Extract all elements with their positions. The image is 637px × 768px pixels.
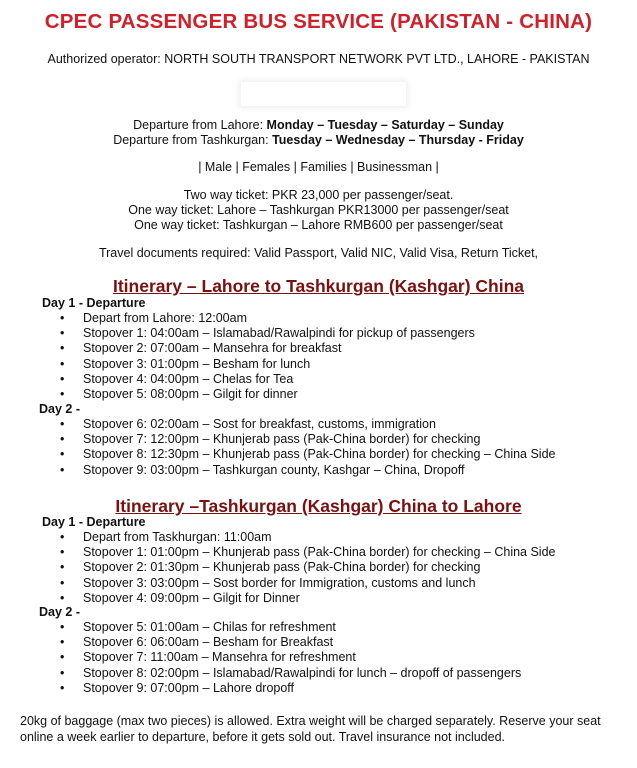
itinerary-heading-lahore-tashkurgan: Itinerary – Lahore to Tashkurgan (Kashgar) China — [112, 276, 524, 296]
itinerary1-day1-list — [60, 311, 475, 402]
operator-line: Authorized operator: NORTH SOUTH TRANSPORT NETWORK PVT LTD., LAHORE - PAKISTAN — [47, 52, 590, 66]
list-item: • Stopover 5: 08:00pm – Gilgit for dinner — [60, 387, 475, 402]
travel-documents: Travel documents required: Valid Passport, Valid NIC, Valid Visa, Return Ticket, — [98, 246, 539, 260]
ticket-prices — [0, 188, 637, 233]
departure-lahore-days: Monday – Tuesday – Saturday – Sunday — [266, 118, 504, 132]
blank-shadow-box — [241, 82, 406, 106]
list-item: • Depart from Lahore: 12:00am — [60, 311, 475, 326]
itinerary2-day2-label: Day 2 - — [39, 605, 80, 619]
list-item: • Stopover 6: 02:00am – Sost for breakfast, customs, immigration — [60, 417, 556, 432]
list-item: • Depart from Taskhurgan: 11:00am — [60, 530, 556, 545]
itinerary2-day1-list — [60, 530, 556, 606]
list-item: • Stopover 4: 04:00pm – Chelas for Tea — [60, 372, 475, 387]
list-item: • Stopover 8: 02:00pm – Islamabad/Rawalpindi for lunch – dropoff of passengers — [60, 666, 521, 681]
list-item: • Stopover 7: 11:00am – Mansehra for refreshment — [60, 650, 521, 665]
list-item: • Stopover 5: 01:00am – Chilas for refreshment — [60, 620, 521, 635]
itinerary-heading-tashkurgan-lahore: Itinerary –Tashkurgan (Kashgar) China to Lahore — [115, 496, 522, 516]
list-item: • Stopover 4: 09:00pm – Gilgit for Dinner — [60, 591, 556, 606]
list-item: • Stopover 6: 06:00am – Besham for Breakfast — [60, 635, 521, 650]
departure-tashkurgan — [0, 133, 637, 148]
ticket-one-way-lahore: One way ticket: Lahore – Tashkurgan PKR13000 per passenger/seat — [128, 203, 509, 217]
departure-tashkurgan-label: Departure from Tashkurgan: — [113, 133, 273, 147]
departure-lahore — [0, 118, 637, 133]
departure-tashkurgan-days: Tuesday – Wednesday – Thursday - Friday — [272, 133, 524, 147]
footer-note: 20kg of baggage (max two pieces) is allowed. Extra weight will be charged separately. Reserve your seat online a week earlier to departure, before it gets sold out. Travel insurance not included. — [20, 714, 601, 744]
list-item: • Stopover 1: 01:00pm – Khunjerab pass (Pak-China border) for checking – China Side — [60, 545, 556, 560]
list-item: • Stopover 1: 04:00am – Islamabad/Rawalpindi for pickup of passengers — [60, 326, 475, 341]
list-item: • Stopover 2: 07:00am – Mansehra for breakfast — [60, 341, 475, 356]
itinerary1-day2-list — [60, 417, 556, 478]
ticket-two-way: Two way ticket: PKR 23,000 per passenger/seat. — [183, 188, 454, 202]
list-item: • Stopover 8: 12:30pm – Khunjerab pass (Pak-China border) for checking – China Side — [60, 447, 556, 462]
list-item: • Stopover 9: 03:00pm – Tashkurgan county, Kashgar – China, Dropoff — [60, 463, 556, 478]
list-item: • Stopover 7: 12:00pm – Khunjerab pass (Pak-China border) for checking — [60, 432, 556, 447]
list-item: • Stopover 3: 01:00pm – Besham for lunch — [60, 357, 475, 372]
list-item: • Stopover 3: 03:00pm – Sost border for Immigration, customs and lunch — [60, 576, 556, 591]
passenger-categories: | Male | Females | Families | Businessman | — [198, 160, 439, 174]
ticket-one-way-tashkurgan: One way ticket: Tashkurgan – Lahore RMB600 per passenger/seat — [134, 218, 503, 232]
page-title: CPEC PASSENGER BUS SERVICE (PAKISTAN - CHINA) — [44, 10, 593, 33]
list-item: • Stopover 2: 01:30pm – Khunjerab pass (Pak-China border) for checking — [60, 560, 556, 575]
itinerary2-day2-list — [60, 620, 521, 696]
list-item: • Stopover 9: 07:00pm – Lahore dropoff — [60, 681, 521, 696]
itinerary2-day1-label: Day 1 - Departure — [42, 515, 146, 529]
itinerary1-day2-label: Day 2 - — [39, 402, 80, 416]
departure-schedule — [0, 118, 637, 148]
departure-lahore-label: Departure from Lahore: — [133, 118, 267, 132]
itinerary1-day1-label: Day 1 - Departure — [42, 296, 146, 310]
